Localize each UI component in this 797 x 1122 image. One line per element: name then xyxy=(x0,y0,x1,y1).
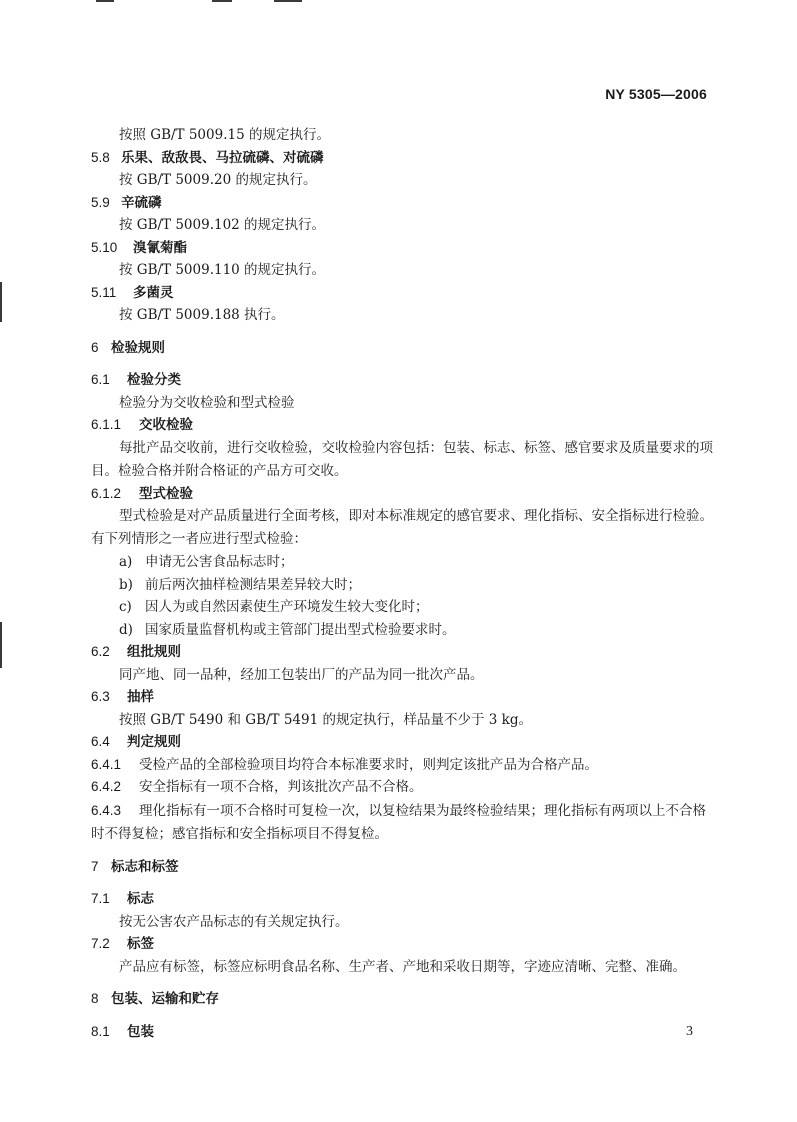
section-heading: 6.4 判定规则 xyxy=(91,734,181,750)
scan-artifact-top xyxy=(212,0,232,2)
paragraph: 产品应有标签，标签应标明食品名称、生产者、产地和采收日期等，字迹应清晰、完整、准确。 xyxy=(119,958,686,975)
document-code: NY 5305—2006 xyxy=(605,86,707,102)
scan-artifact-left xyxy=(0,622,2,668)
chapter-heading: 7 标志和标签 xyxy=(91,858,179,875)
clause: 6.4.1 受检产品的全部检验项目均符合本标准要求时，则判定该批产品为合格产品。 xyxy=(91,756,598,773)
section-heading: 5.8 乐果、敌敌畏、马拉硫磷、对硫磷 xyxy=(91,149,324,166)
paragraph: 型式检验是对产品质量进行全面考核，即对本标准规定的感官要求、理化指标、安全指标进行检验。有下列情形之一者应进行型式检验： xyxy=(91,508,713,547)
paragraph: 按照 GB/T 5009.15 的规定执行。 xyxy=(119,127,330,143)
paragraph: 按 GB/T 5009.110 的规定执行。 xyxy=(119,262,326,278)
scan-artifact-top xyxy=(96,0,114,2)
section-heading: 6.3 抽样 xyxy=(91,689,154,705)
paragraph: 检验分为交收检验和型式检验 xyxy=(119,394,295,411)
scan-artifact-top xyxy=(274,0,302,2)
paragraph: 按照 GB/T 5490 和 GB/T 5491 的规定执行，样品量不少于 3 kg。 xyxy=(119,711,532,728)
document-body xyxy=(91,124,716,1043)
paragraph: 按 GB/T 5009.188 执行。 xyxy=(119,307,285,323)
list-item: d) 国家质量监督机构或主管部门提出型式检验要求时。 xyxy=(119,621,456,638)
chapter-heading: 6 检验规则 xyxy=(91,339,165,356)
section-heading: 5.11 多菌灵 xyxy=(91,284,174,301)
section-heading: 5.10 溴氰菊酯 xyxy=(91,239,187,256)
paragraph: 按 GB/T 5009.102 的规定执行。 xyxy=(119,217,326,233)
section-heading: 7.1 标志 xyxy=(91,891,154,907)
clause: 6.4.2 安全指标有一项不合格，判该批次产品不合格。 xyxy=(91,779,423,795)
paragraph: 按 GB/T 5009.20 的规定执行。 xyxy=(119,172,317,188)
section-heading: 6.2 组批规则 xyxy=(91,644,181,660)
list-item: b) 前后两次抽样检测结果差异较大时； xyxy=(119,576,361,593)
page-number: 3 xyxy=(686,1024,693,1039)
list-item: a) 申请无公害食品标志时； xyxy=(119,554,294,570)
scan-artifact-left xyxy=(0,282,2,322)
section-heading: 6.1.1 交收检验 xyxy=(91,417,193,433)
paragraph: 按无公害农产品标志的有关规定执行。 xyxy=(119,913,349,930)
section-heading: 6.1.2 型式检验 xyxy=(91,485,193,502)
condition-list xyxy=(91,551,716,641)
section-heading: 6.1 检验分类 xyxy=(91,372,181,388)
section-heading: 5.9 辛硫磷 xyxy=(91,194,162,211)
section-heading: 8.1 包装 xyxy=(91,1023,154,1040)
chapter-heading: 8 包装、运输和贮存 xyxy=(91,991,219,1007)
paragraph: 每批产品交收前，进行交收检验，交收检验内容包括：包装、标志、标签、感官要求及质量要求的项目。检验合格并附合格证的产品方可交收。 xyxy=(91,439,713,479)
paragraph: 同产地、同一品种，经加工包装出厂的产品为同一批次产品。 xyxy=(119,666,484,683)
section-heading: 7.2 标签 xyxy=(91,936,154,952)
clause: 6.4.3 理化指标有一项不合格时可复检一次，以复检结果为最终检验结果；理化指标有两项以上不合格时不得复检；感官指标和安全指标项目不得复检。 xyxy=(91,802,706,842)
list-item: c) 因人为或自然因素使生产环境发生较大变化时； xyxy=(119,599,429,615)
